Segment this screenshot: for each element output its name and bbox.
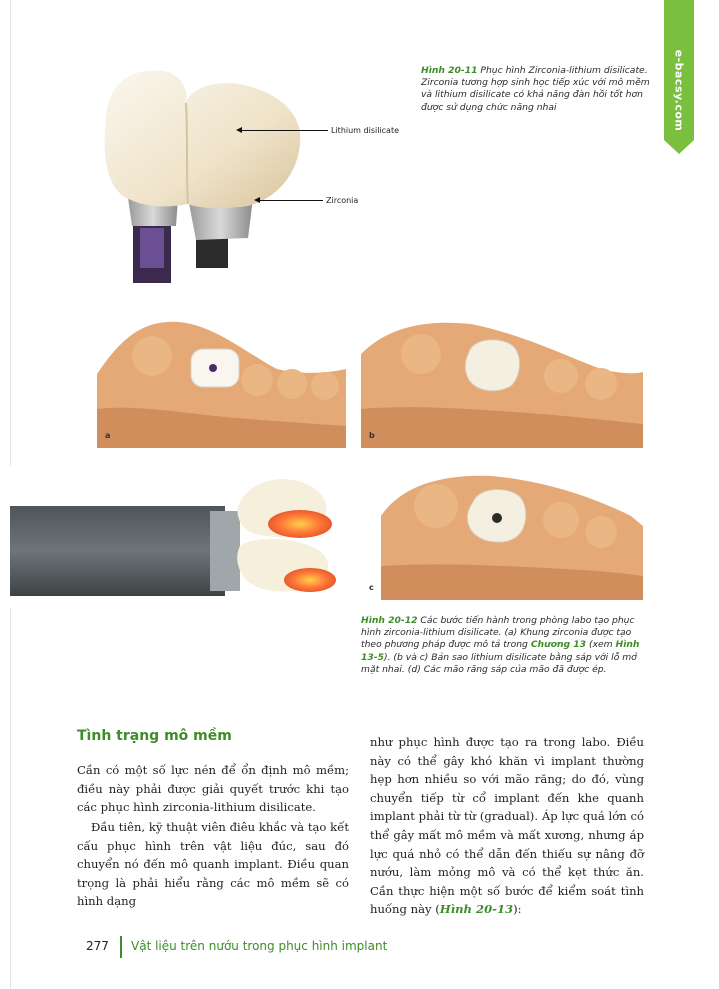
callout-label-lithium: Lithium disilicate [331,126,400,135]
figure-20-12-panel-c [361,466,643,600]
paragraph-3-end: ): [513,902,522,917]
figure-20-11-caption-text: Phục hình Zirconia-lithium disilicate. Zirconia tương hợp sinh học tiếp xúc với mô mềm và lithium disilicate có khả năng đàn hồi tốt hơn được sử dụng chức năng nhai [421,65,650,113]
link-chuong-13[interactable]: Chương 13 [530,639,587,651]
figure-20-11-number: Hình 20-11 [421,65,478,76]
figure-20-12-caption [361,615,643,676]
callout-line-zirconia [260,200,323,201]
figure-20-12-number: Hình 20-12 [361,615,418,626]
paragraph-3-text: như phục hình được tạo ra trong labo. Điều này có thể gây khó khăn vì implant thường hẹp hơn nhiều so với mão răng; do đó, vùng chuyển tiếp từ cổ implant đến khe quanh implant phải từ từ (gradual). Áp lực quá lớn có thể gây mất mô mềm và mất xương, nhưng áp lực quá nhỏ có thể dẫn đến thiếu sự nâng đỡ nướu, làm mỏng mô và có thể kẹt thức ăn. Cần thực hiện một số bước để kiểm soát tình huống này ( [370,735,644,917]
page-number: 277 [86,939,109,953]
figure-20-12-panel-a [97,314,346,448]
panel-label-b: b [369,431,375,440]
section-heading: Tình trạng mô mềm [77,728,232,744]
figure-20-12-caption-part1: Các bước tiến hành trong phòng labo tạo phục hình zirconia-lithium disilicate. (a) Khung zirconia được tạo theo phương pháp được mô tả trong [361,615,635,651]
footer-divider [120,936,122,958]
figure-20-11-photo [88,58,313,283]
callout-label-zirconia: Zirconia [326,196,359,205]
figure-20-11-caption [421,65,651,114]
paragraph-3 [370,733,644,919]
figure-20-12-caption-part2: (xem [586,639,616,651]
panel-label-a: a [105,431,111,440]
side-tab-label: e-bacsy.com [672,49,686,131]
link-hinh-20-13[interactable]: Hình 20-13 [439,902,514,917]
figure-20-12-panel-b [361,314,643,448]
panel-label-c: c [369,583,374,592]
running-title: Vật liệu trên nướu trong phục hình implant [131,939,388,953]
paragraph-2: Đầu tiên, kỹ thuật viên điêu khắc và tạo kết cấu phục hình trên vật liệu đúc, sau đó chuyển nó đến mô quanh implant. Điều quan trọng là phải hiểu rằng các mô mềm sẽ có hình dạng [77,820,349,909]
paragraph-1: Cần có một số lực nén để ổn định mô mềm; điều này phải được giải quyết trước khi tạo các phục hình zirconia-lithium disilicate. [77,763,349,815]
figure-20-12-panel-d [10,466,346,608]
callout-line-lithium [242,130,328,131]
link-hinh-13-5[interactable]: Hình 13-5 [361,639,640,663]
side-tab-arrow [664,140,694,154]
figure-20-12-caption-part3: ). (b và c) Bản sao lithium disilicate bằng sáp với lỗ mở mặt nhai. (d) Các mão răng sáp của mão đã được ép. [361,651,637,675]
